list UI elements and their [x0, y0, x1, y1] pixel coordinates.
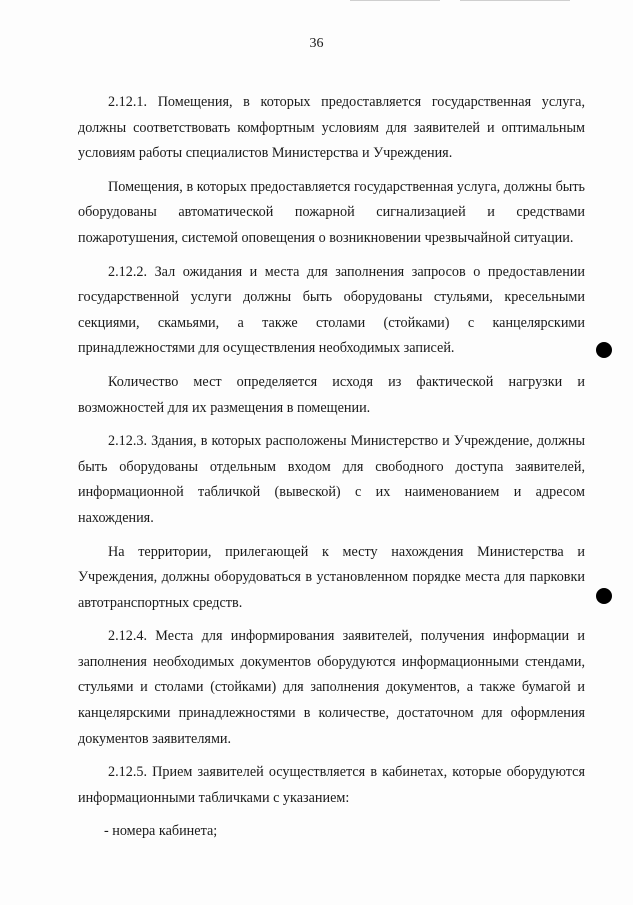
punch-hole-mark — [596, 588, 612, 604]
paragraph-2-12-1: 2.12.1. Помещения, в которых предоставляется государственная услуга, должны соответствовать комфортным условиям для заявителей и оптимальным условиям работы специалистов Министерства и Учреждения. — [78, 94, 585, 162]
scan-artifact-line — [350, 0, 440, 1]
document-body — [78, 90, 585, 853]
paragraph-seat-count: Количество мест определяется исходя из фактической нагрузки и возможностей для их размещения в помещении. — [78, 373, 585, 416]
scan-artifact-line — [460, 0, 570, 1]
list-item-office-number: - номера кабинета; — [104, 823, 218, 840]
page-number: 36 — [309, 36, 324, 51]
paragraph-parking: На территории, прилегающей к месту нахождения Министерства и Учреждения, должны оборудоваться в установленном порядке места для парковки автотранспортных средств. — [78, 543, 585, 611]
punch-hole-mark — [596, 342, 612, 358]
paragraph-fire-safety: Помещения, в которых предоставляется государственная услуга, должны быть оборудованы автоматической пожарной сигнализацией и средствами пожаротушения, системой оповещения о возникновении чрезвычайной ситуации. — [78, 178, 585, 246]
paragraph-2-12-5: 2.12.5. Прием заявителей осуществляется в кабинетах, которые оборудуются информационными табличками с указанием: — [78, 764, 585, 806]
paragraph-2-12-3: 2.12.3. Здания, в которых расположены Министерство и Учреждение, должны быть оборудованы отдельным входом для свободного доступа заявителей, информационной табличкой (вывеской) с их наименованием и адресом нахождения. — [78, 433, 585, 526]
paragraph-2-12-2: 2.12.2. Зал ожидания и места для заполнения запросов о предоставлении государственной услуги должны быть оборудованы стульями, кресельными секциями, скамьями, а также столами (стойками) с канцелярскими принадлежностями для осуществления необходимых записей. — [78, 263, 585, 357]
paragraph-2-12-4: 2.12.4. Места для информирования заявителей, получения информации и заполнения необходимых документов оборудуются информационными стендами, стульями и столами (стойками) для заполнения документов, а также бумагой и канцелярскими принадлежностями в количестве, достаточном для оформления документов заявителями. — [78, 628, 585, 747]
